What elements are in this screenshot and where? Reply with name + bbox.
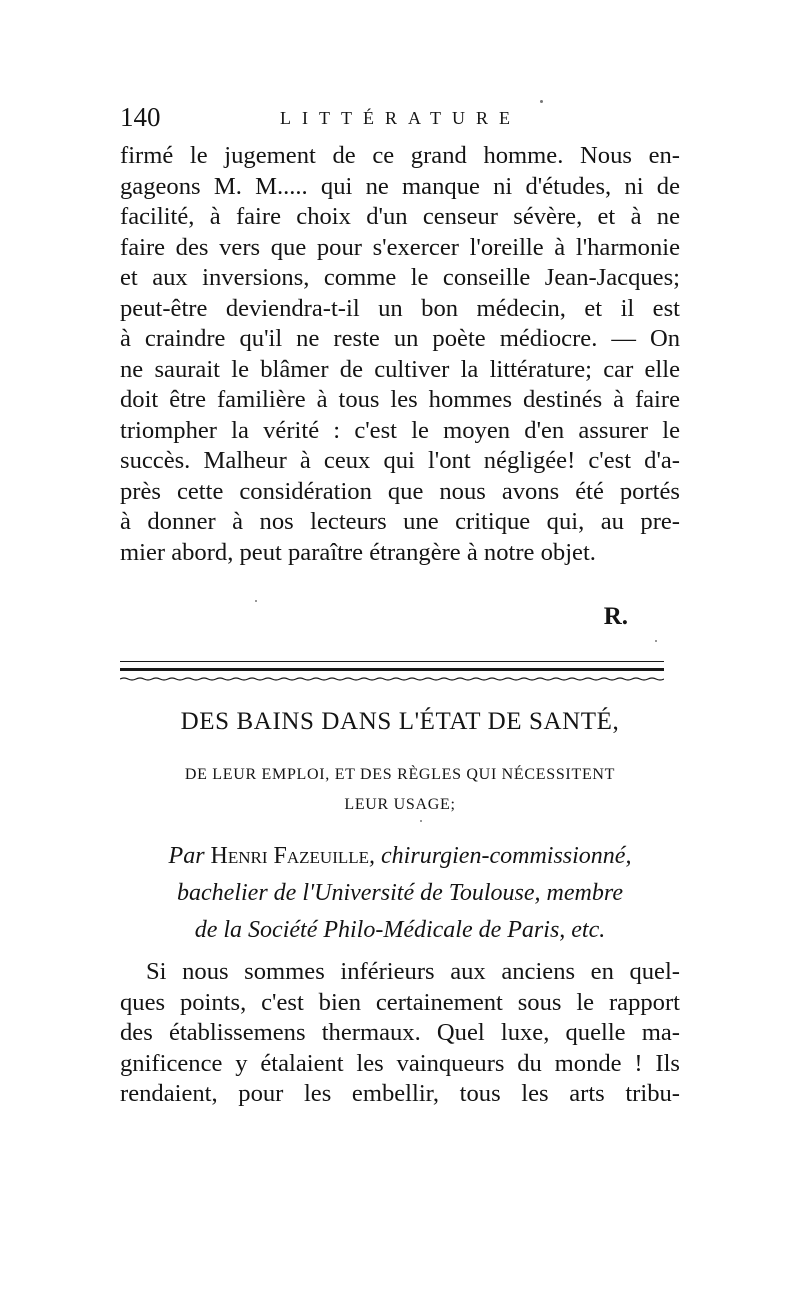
page-number: 140: [120, 102, 161, 132]
ink-speck: [655, 640, 657, 642]
text-line: gnificence y étalaient les vainqueurs du monde ! Ils: [120, 1049, 680, 1077]
ink-speck: [420, 820, 422, 822]
text-line: triompher la vérité : c'est le moyen d'en assurer le: [120, 416, 680, 444]
article-byline: [100, 838, 700, 949]
text-line: facilité, à faire choix d'un censeur sévère, et à ne: [120, 203, 680, 230]
article-title: DES BAINS DANS L'ÉTAT DE SANTÉ,: [180, 708, 620, 735]
divider-rule-thick: [120, 668, 664, 671]
text-line: à donner à nos lecteurs une critique qui, au pre-: [120, 508, 680, 535]
text-line: des établissemens thermaux. Quel luxe, quelle ma-: [120, 1019, 680, 1046]
text-line: Si nous sommes inférieurs aux anciens en quel-: [146, 958, 680, 985]
text-line: près cette considération que nous avons été portés: [120, 477, 680, 505]
text-line: firmé le jugement de ce grand homme. Nous en-: [120, 142, 680, 169]
subtitle-line: LEUR USAGE;: [344, 796, 456, 813]
author-signature: R.: [603, 603, 628, 630]
article-subtitle: [110, 760, 690, 820]
text-line: succès. Malheur à ceux qui l'ont négligée! c'est d'a-: [120, 447, 680, 474]
byline-line: de la Société Philo-Médicale de Paris, etc.: [194, 917, 606, 943]
text-line: rendaient, pour les embellir, tous les arts tribu-: [120, 1080, 680, 1107]
text-line: peut-être deviendra-t-il un bon médecin, et il est: [120, 294, 680, 322]
text-line: faire des vers que pour s'exercer l'oreille à l'harmonie: [120, 233, 680, 261]
subtitle-line: DE LEUR EMPLOI, ET DES RÈGLES QUI NÉCESSITENT: [184, 766, 616, 783]
text-line: ques points, c'est bien certainement sous le rapport: [120, 988, 680, 1016]
article-paragraph: [120, 957, 680, 1110]
divider-rule-wavy: [120, 676, 664, 682]
text-line: doit être familière à tous les hommes destinés à faire: [120, 386, 680, 413]
running-head: [120, 100, 680, 134]
divider-rule-thin: [120, 661, 664, 662]
text-line: ne saurait le blâmer de cultiver la littérature; car elle: [120, 355, 680, 383]
ink-speck: [255, 600, 257, 602]
running-title: LITTÉRATURE: [280, 108, 521, 128]
ink-speck: [540, 100, 543, 103]
author-name: Henri Fazeuille: [210, 843, 370, 869]
text-line: et aux inversions, comme le conseille Jean-Jacques;: [120, 264, 680, 291]
byline-prefix: Par: [168, 843, 205, 869]
author-title: , chirurgien-commissionné,: [369, 843, 632, 869]
text-line: à craindre qu'il ne reste un poète médiocre. — On: [120, 325, 680, 352]
byline-line: bachelier de l'Université de Toulouse, membre: [177, 880, 623, 906]
text-line: mier abord, peut paraître étrangère à notre objet.: [120, 538, 596, 566]
byline-line: [100, 838, 700, 875]
text-line: gageons M. M..... qui ne manque ni d'études, ni de: [120, 172, 680, 200]
paragraph-continuation: [120, 141, 680, 568]
